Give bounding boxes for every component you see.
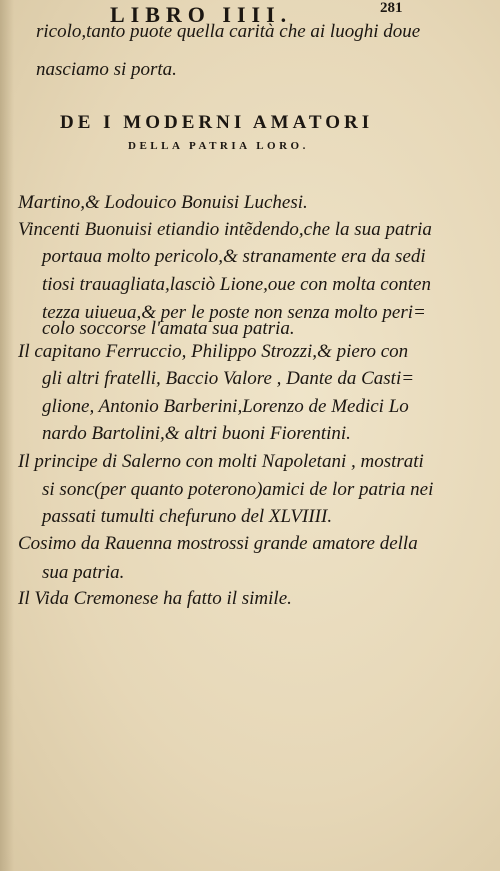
text-line: Il capitano Ferruccio, Philippo Strozzi,& piero con xyxy=(18,341,409,362)
text-line: colo soccorse l'amata sua patria. xyxy=(42,318,295,339)
text-line: tezza uiueua,& per le poste non senza molto peri= xyxy=(42,302,426,323)
text-line: sua patria. xyxy=(42,562,125,583)
text-line: nasciamo si porta. xyxy=(36,59,177,80)
text-line: passati tumulti chefuruno del XLVIIII. xyxy=(42,506,333,527)
page-number: 281 xyxy=(380,0,403,16)
text-line: gli altri fratelli, Baccio Valore , Dante da Casti= xyxy=(42,368,415,389)
running-head: LIBRO IIII. xyxy=(110,2,293,27)
section-subheading: DELLA PATRIA LORO. xyxy=(128,140,309,152)
text-line: ricolo,tanto puote quella carità che ai luoghi doue xyxy=(36,21,421,42)
text-line: Martino,& Lodouico Bonuisi Luchesi. xyxy=(18,192,308,213)
text-line: tiosi trauagliata,lasciò Lione,oue con molta conten xyxy=(42,274,431,295)
text-line: portaua molto pericolo,& stranamente era da sedi xyxy=(42,246,426,267)
section-heading: DE I MODERNI AMATORI xyxy=(60,112,374,133)
text-line: Vincenti Buonuisi etiandio intẽdendo,che la sua patria xyxy=(18,219,432,240)
text-line: si sonc(per quanto poterono)amici de lor patria nei xyxy=(42,479,434,500)
text-line: Il principe di Salerno con molti Napoletani , mostrati xyxy=(18,451,424,472)
text-line: Cosimo da Rauenna mostrossi grande amatore della xyxy=(18,533,418,554)
text-line: glione, Antonio Barberini,Lorenzo de Medici Lo xyxy=(42,396,409,417)
text-line: nardo Bartolini,& altri buoni Fiorentini. xyxy=(42,423,351,444)
text-line: Il Vida Cremonese ha fatto il simile. xyxy=(18,588,292,609)
